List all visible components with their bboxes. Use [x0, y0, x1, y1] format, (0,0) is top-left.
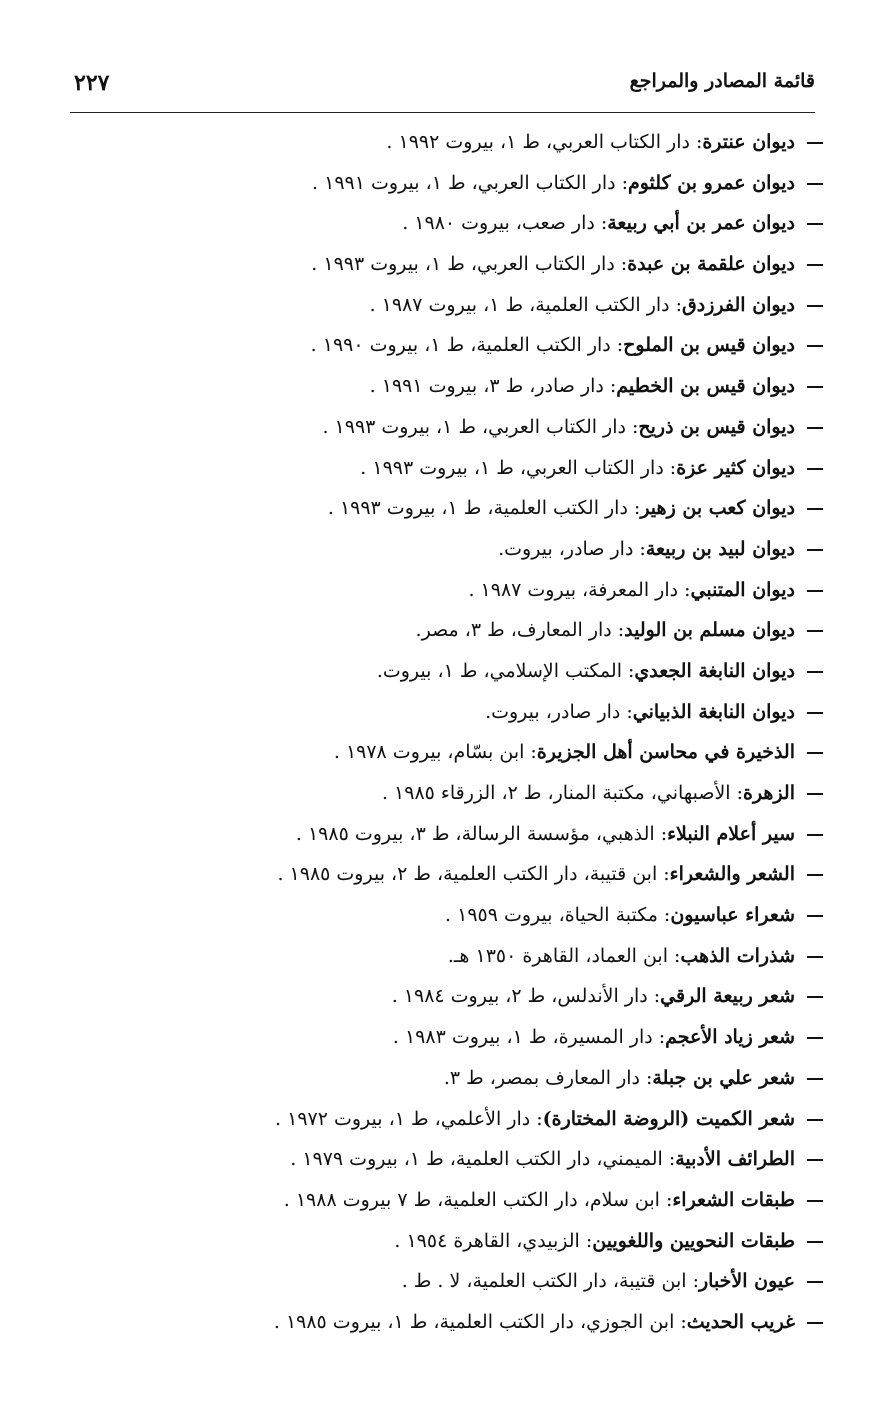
entry-colon: :	[639, 537, 646, 560]
bibliography-entry	[103, 244, 823, 285]
running-title: قائمة المصادر والمراجع	[629, 70, 815, 92]
bibliography-entry	[103, 936, 823, 977]
bibliography-entry	[103, 1302, 823, 1343]
entry-title: الذخيرة في محاسن أهل الجزيرة	[536, 741, 795, 764]
entry-colon: :	[585, 1229, 593, 1252]
entry-title: الشعر والشعراء	[669, 863, 795, 886]
bibliography-entry	[103, 570, 823, 611]
bibliography-entry	[103, 692, 823, 733]
entry-title: شعر الكميت (الروضة المختارة)	[542, 1107, 795, 1130]
dash-bullet	[807, 874, 823, 876]
entry-details: دار الأندلس، ط ٢، بيروت ١٩٨٤ .	[391, 985, 648, 1008]
entry-details: ابن العماد، القاهرة ١٣٥٠ هـ.	[447, 944, 669, 967]
bibliography-entry	[103, 895, 823, 936]
dash-bullet	[807, 1200, 823, 1202]
bibliography-entry	[103, 732, 823, 773]
entry-colon: :	[675, 293, 683, 316]
entry-details: مكتبة الحياة، بيروت ١٩٥٩ .	[445, 904, 658, 927]
entry-colon: :	[663, 904, 671, 927]
dash-bullet	[807, 508, 823, 510]
entry-details: الميمني، دار الكتب العلمية، ط ١، بيروت ١٩٧٩ .	[290, 1148, 663, 1171]
entry-details: دار المعرفة، بيروت ١٩٨٧ .	[468, 578, 679, 601]
entry-colon: :	[669, 456, 677, 479]
bibliography-entry	[103, 203, 823, 244]
entry-details: دار صعب، بيروت ١٩٨٠ .	[402, 212, 595, 235]
entry-colon: :	[626, 700, 633, 723]
entry-details: دار الكتب العلمية، ط ١، بيروت ١٩٨٧ .	[369, 293, 670, 316]
bibliography-entry	[103, 529, 823, 570]
bibliography-entry	[103, 1099, 823, 1140]
entry-details: الأصبهاني، مكتبة المنار، ط ٢، الزرقاء ١٩٨٥ .	[381, 782, 731, 804]
entry-details: المكتب الإسلامي، ط ١، بيروت.	[376, 659, 622, 682]
entry-title: طبقات الشعراء	[672, 1188, 795, 1211]
dash-bullet	[807, 834, 823, 836]
bibliography-entry	[103, 814, 823, 855]
entry-colon: :	[646, 1066, 653, 1089]
dash-bullet	[807, 996, 823, 998]
bibliography-entry	[103, 1221, 823, 1262]
entry-title: ديوان لبيد بن ربيعة	[645, 537, 795, 560]
entry-title: الطرائف الأدبية	[675, 1148, 795, 1171]
entry-title: طبقات النحويين واللغويين	[592, 1229, 795, 1252]
entry-details: دار الكتاب العربي، ط ١، بيروت ١٩٩٢ .	[386, 131, 690, 153]
dash-bullet	[807, 549, 823, 551]
dash-bullet	[807, 1159, 823, 1161]
entry-details: دار المعارف بمصر، ط ٣.	[443, 1066, 640, 1089]
entry-details: ابن قتيبة، دار الكتب العلمية، لا . ط .	[401, 1270, 687, 1293]
entry-details: الزبيدي، القاهرة ١٩٥٤ .	[394, 1229, 580, 1252]
entry-details: دار صادر، ط ٣، بيروت ١٩٩١ .	[369, 375, 604, 398]
entry-details: دار صادر، بيروت.	[498, 537, 634, 560]
dash-bullet	[807, 1037, 823, 1039]
entry-colon: :	[736, 782, 743, 804]
entry-details: دار الأعلمي، ط ١، بيروت ١٩٧٢ .	[275, 1107, 531, 1130]
dash-bullet	[807, 915, 823, 917]
entry-colon: :	[621, 171, 628, 194]
entry-colon: :	[617, 619, 625, 642]
entry-details: دار الكتاب العربي، ط ١، بيروت ١٩٩٣ .	[311, 253, 615, 276]
dash-bullet	[807, 305, 823, 307]
bibliography-entry	[103, 1261, 823, 1302]
entry-title: ديوان النابغة الذبياني	[632, 700, 795, 723]
bibliography-entry	[103, 1017, 823, 1058]
entry-colon: :	[616, 334, 624, 357]
entry-details: دار المعارف، ط ٣، مصر.	[415, 619, 612, 642]
entry-title: شعر زياد الأعجم	[665, 1026, 795, 1049]
entry-colon: :	[633, 497, 641, 520]
bibliography-entry	[103, 976, 823, 1017]
dash-bullet	[807, 264, 823, 266]
entry-details: دار الكتاب العربي، ط ١، بيروت ١٩٩٣ .	[360, 456, 664, 479]
entry-title: سير أعلام النبلاء	[667, 822, 795, 845]
entry-title: شعراء عباسيون	[670, 904, 795, 927]
bibliography-entry	[103, 651, 823, 692]
dash-bullet	[807, 183, 823, 185]
entry-title: ديوان مسلم بن الوليد	[624, 619, 795, 642]
dash-bullet	[807, 630, 823, 632]
dash-bullet	[807, 956, 823, 958]
entry-details: دار الكتب العلمية، ط ١، بيروت ١٩٩٠ .	[310, 334, 611, 357]
dash-bullet	[807, 752, 823, 754]
entry-colon: :	[658, 1026, 666, 1049]
bibliography-entry	[103, 610, 823, 651]
entry-details: دار صادر، بيروت.	[485, 700, 621, 723]
entry-details: ابن بسّام، بيروت ١٩٧٨ .	[333, 741, 525, 764]
entry-title: شعر ربيعة الرقي	[660, 985, 795, 1008]
header-divider	[70, 112, 815, 113]
page-header	[70, 62, 815, 102]
entry-details: دار الكتاب العربي، ط ١، بيروت ١٩٩١ .	[312, 171, 616, 194]
entry-colon: :	[631, 415, 639, 438]
dash-bullet	[807, 671, 823, 673]
dash-bullet	[807, 1241, 823, 1243]
entry-title: ديوان قيس بن ذريح	[638, 415, 795, 438]
bibliography-entry	[103, 366, 823, 407]
entry-title: شعر علي بن جبلة	[652, 1066, 795, 1089]
dash-bullet	[807, 793, 823, 795]
dash-bullet	[807, 386, 823, 388]
entry-title: ديوان كعب بن زهير	[640, 497, 795, 520]
bibliography-entry	[103, 163, 823, 204]
bibliography-entry	[103, 407, 823, 448]
entry-details: ابن قتيبة، دار الكتب العلمية، ط ٢، بيروت ١٩٨٥ .	[277, 863, 658, 886]
entry-colon: :	[600, 212, 608, 235]
dash-bullet	[807, 1078, 823, 1080]
entry-title: ديوان قيس بن الملوح	[623, 334, 795, 357]
entry-details: دار المسيرة، ط ١، بيروت ١٩٨٣ .	[392, 1026, 653, 1049]
bibliography-entry	[103, 122, 823, 163]
dash-bullet	[807, 590, 823, 592]
entry-details: دار الكتب العلمية، ط ١، بيروت ١٩٩٣ .	[327, 497, 628, 520]
entry-colon: :	[620, 253, 628, 276]
entry-title: عيون الأخبار	[698, 1270, 795, 1293]
entry-title: غريب الحديث	[686, 1310, 795, 1333]
entry-colon: :	[695, 131, 703, 153]
entry-title: ديوان كثير عزة	[676, 456, 795, 479]
dash-bullet	[807, 468, 823, 470]
entry-colon: :	[660, 822, 668, 845]
dash-bullet	[807, 712, 823, 714]
dash-bullet	[807, 223, 823, 225]
entry-title: شذرات الذهب	[680, 944, 795, 967]
entry-colon: :	[692, 1270, 699, 1293]
entry-title: الزهرة	[742, 782, 795, 804]
entry-colon: :	[627, 659, 635, 682]
dash-bullet	[807, 142, 823, 144]
bibliography-list	[103, 122, 823, 1343]
bibliography-entry	[103, 1180, 823, 1221]
bibliography-entry	[103, 448, 823, 489]
entry-colon: :	[665, 1188, 673, 1211]
bibliography-entry	[103, 325, 823, 366]
dash-bullet	[807, 1119, 823, 1121]
entry-colon: :	[680, 1310, 687, 1333]
entry-title: ديوان عمرو بن كلثوم	[627, 171, 795, 194]
page-number: ٢٢٧	[74, 70, 110, 96]
dash-bullet	[807, 1322, 823, 1324]
entry-colon: :	[674, 944, 681, 967]
bibliography-entry	[103, 773, 823, 814]
entry-title: ديوان علقمة بن عبدة	[627, 253, 795, 276]
bibliography-entry	[103, 1058, 823, 1099]
entry-colon: :	[536, 1107, 543, 1130]
entry-details: ابن سلام، دار الكتب العلمية، ط ٧ بيروت ١٩٨٨ .	[283, 1188, 660, 1211]
bibliography-entry	[103, 488, 823, 529]
entry-details: الذهبي، مؤسسة الرسالة، ط ٣، بيروت ١٩٨٥ .	[295, 822, 655, 845]
entry-title: ديوان عمر بن أبي ربيعة	[607, 212, 795, 235]
entry-title: ديوان عنترة	[702, 131, 795, 153]
entry-details: دار الكتاب العربي، ط ١، بيروت ١٩٩٣ .	[322, 415, 626, 438]
entry-colon: :	[653, 985, 661, 1008]
dash-bullet	[807, 345, 823, 347]
entry-title: ديوان الفرزدق	[682, 293, 795, 316]
entry-colon: :	[663, 863, 670, 886]
dash-bullet	[807, 427, 823, 429]
entry-details: ابن الجوزي، دار الكتب العلمية، ط ١، بيروت ١٩٨٥ .	[273, 1310, 675, 1333]
entry-title: ديوان قيس بن الخطيم	[616, 375, 795, 398]
dash-bullet	[807, 1281, 823, 1283]
entry-colon: :	[684, 578, 691, 601]
entry-colon: :	[609, 375, 617, 398]
entry-colon: :	[530, 741, 537, 764]
bibliography-entry	[103, 854, 823, 895]
entry-colon: :	[668, 1148, 676, 1171]
bibliography-entry	[103, 1139, 823, 1180]
entry-title: ديوان المتنبي	[690, 578, 795, 601]
entry-title: ديوان النابغة الجعدي	[634, 659, 795, 682]
bibliography-entry	[103, 285, 823, 326]
